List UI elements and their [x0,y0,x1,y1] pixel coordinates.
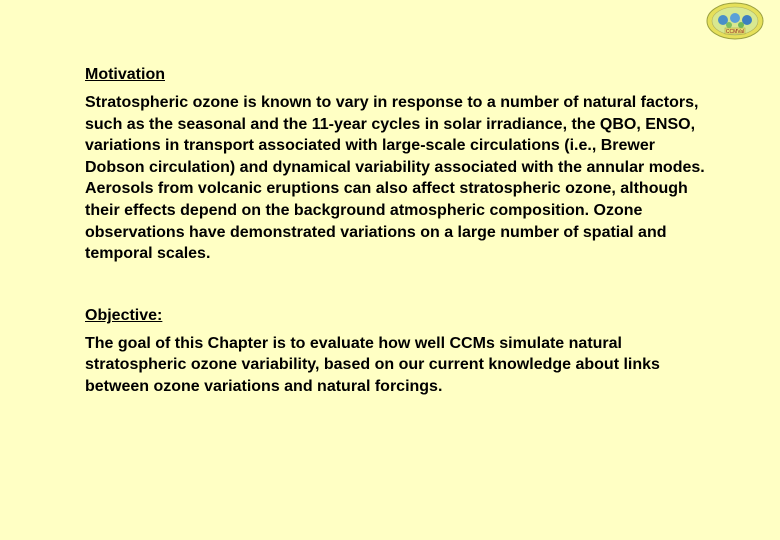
logo-text: CCMVal [725,29,745,35]
ccmval-logo [706,2,764,40]
objective-heading: Objective: [85,306,163,324]
objective-text: The goal of this Chapter is to evaluate how well CCMs simulate natural stratospheric ozone variability, based on our current knowledge about links between ozone variations and natural forcings. [85,334,660,395]
motivation-heading: Motivation [85,66,165,83]
motivation-text: Stratospheric ozone is known to vary in response to a number of natural factors, such as the seasonal and the 11-year cycles in solar irradiance, the QBO, ENSO, variations in transport associated with large-scale circulations (i.e., Brewer Dobson circulation) and dynamical variability associated with the annular modes. Aerosols from volcanic eruptions can also affect stratospheric ozone, although their effects depend on the background atmospheric composition. Ozone observations have demonstrated variations on a large number of spatial and temporal scales. [85,94,705,263]
main-content [85,64,705,398]
